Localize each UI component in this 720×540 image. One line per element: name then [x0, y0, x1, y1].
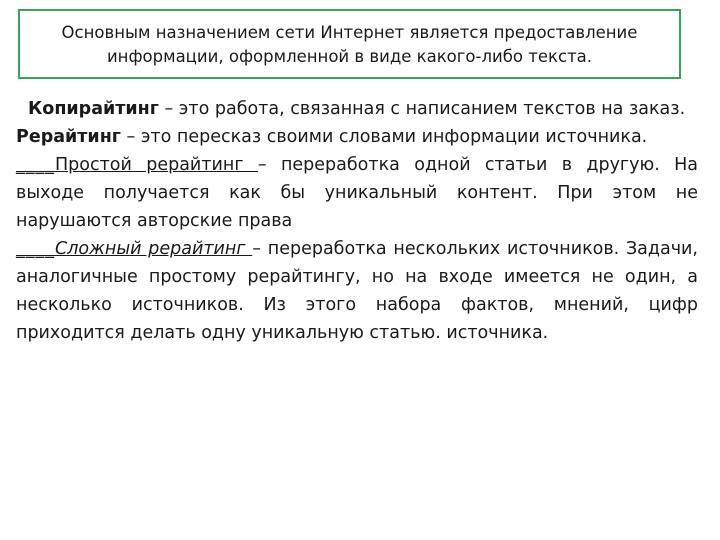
- term-rewriting: Рерайтинг: [16, 127, 121, 147]
- paragraph-simple-rewriting: [16, 151, 698, 235]
- simple-rewriting-definition: – переработка одной статьи в другую. На выходе получается как бы уникальный контент. При этом не нарушаются авторские права: [16, 155, 699, 231]
- callout-box: [18, 9, 681, 79]
- callout-line-2: информации, оформленной в виде какого-либо текста.: [106, 47, 593, 66]
- term-simple-rewriting: Простой рерайтинг: [55, 155, 258, 175]
- paragraph-copywriting: [16, 95, 698, 123]
- rewriting-definition: – это пересказ своими словами информации источника.: [120, 127, 648, 147]
- main-text: [16, 95, 698, 347]
- term-complex-rewriting: Сложный рерайтинг: [55, 239, 253, 259]
- paragraph-complex-rewriting: [16, 235, 698, 347]
- complex-prefix: ____: [16, 239, 55, 259]
- callout-line-1: Основным назначением сети Интернет является предоставление: [61, 23, 638, 42]
- paragraph-rewriting: [16, 123, 698, 151]
- simple-prefix: ____: [16, 155, 55, 175]
- complex-rewriting-definition: – переработка нескольких источников. Задачи, аналогичные простому рерайтингу, но на входе имеется не один, а несколько источников. Из этого набора фактов, мнений, цифр приходится делать одну уникальную статью. источника.: [16, 239, 698, 343]
- term-copywriting: Копирайтинг: [28, 99, 159, 119]
- copywriting-definition: – это работа, связанная с написанием текстов на заказ.: [158, 99, 686, 119]
